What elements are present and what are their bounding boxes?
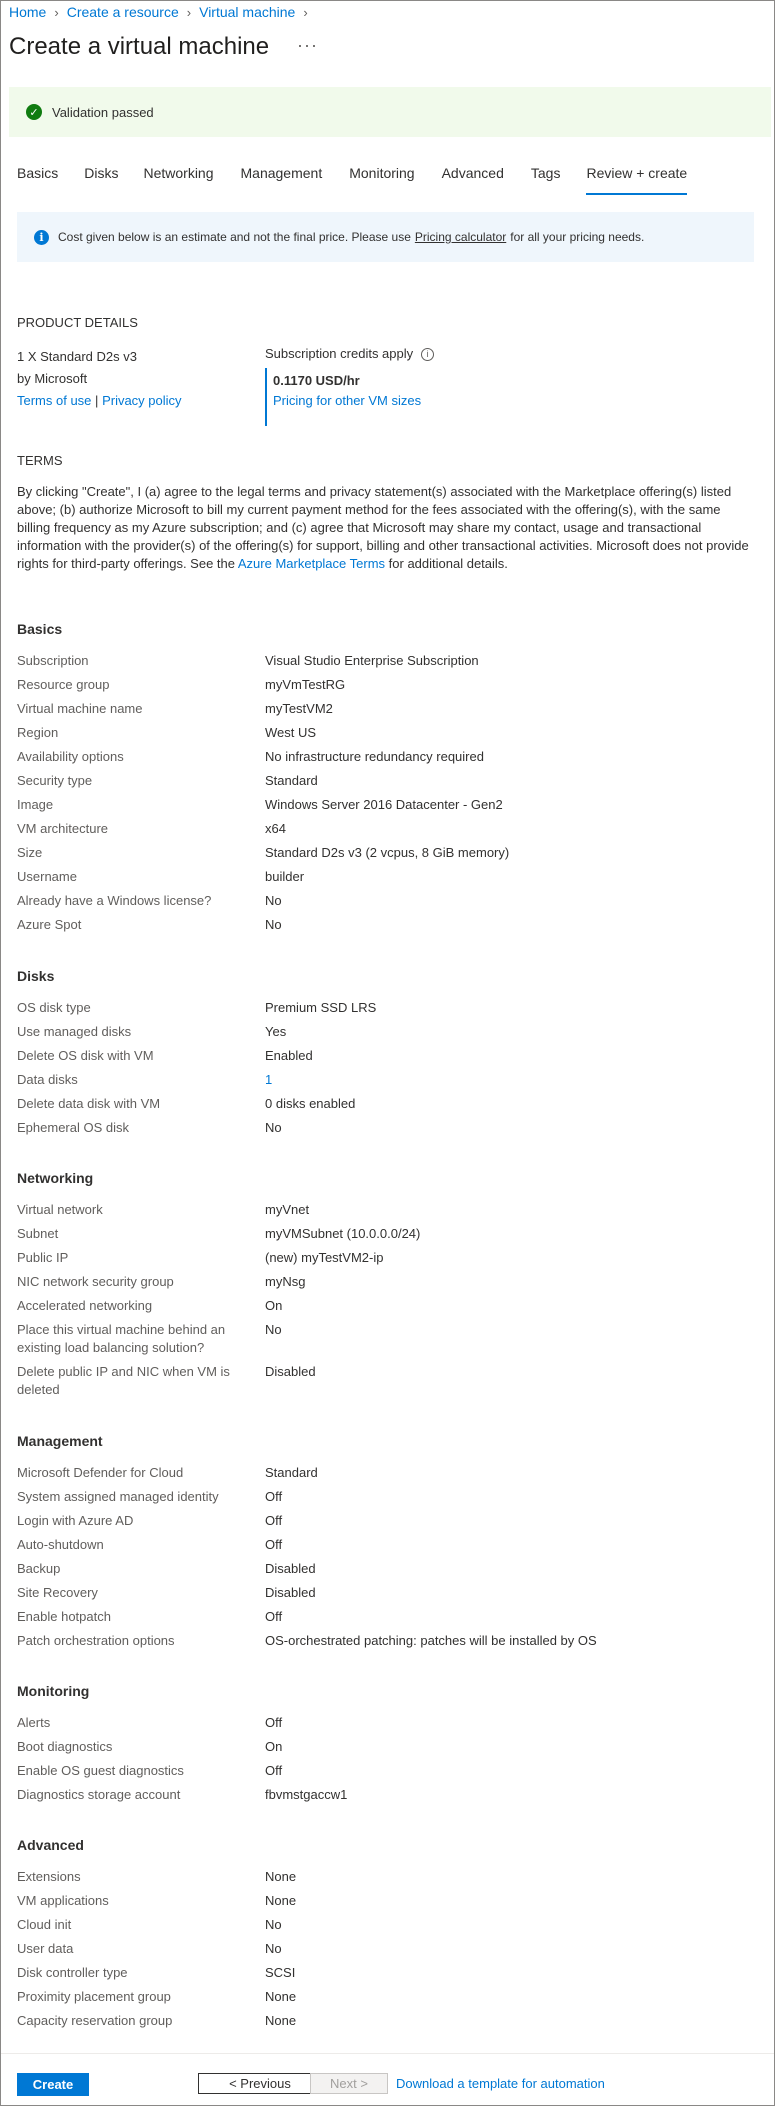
summary-value: Off — [265, 1715, 283, 1730]
summary-label: Backup — [17, 1561, 61, 1576]
pricing-block — [265, 346, 434, 408]
section-title-networking: Networking — [17, 1170, 94, 1186]
summary-value: No — [265, 917, 282, 932]
summary-value: x64 — [265, 821, 286, 836]
info-circle-icon[interactable]: i — [421, 348, 434, 361]
section-title-basics: Basics — [17, 621, 63, 637]
summary-label: Use managed disks — [17, 1024, 132, 1039]
summary-value: OS-orchestrated patching: patches will be installed by OS — [265, 1633, 597, 1648]
checkmark-icon: ✓ — [26, 104, 42, 120]
summary-label: Ephemeral OS disk — [17, 1120, 129, 1135]
tab-monitoring[interactable]: Monitoring — [349, 165, 415, 181]
privacy-policy-link[interactable]: Privacy policy — [102, 393, 182, 408]
summary-value: myTestVM2 — [265, 701, 333, 716]
summary-value: Off — [265, 1763, 283, 1778]
summary-label: Capacity reservation group — [17, 2013, 173, 2028]
terms-of-use-link[interactable]: Terms of use — [17, 393, 92, 408]
summary-label: Image — [17, 797, 54, 812]
previous-button[interactable]: < Previous — [198, 2073, 322, 2094]
chevron-right-icon: › — [54, 4, 59, 20]
summary-label: Resource group — [17, 677, 110, 692]
summary-label: Proximity placement group — [17, 1989, 171, 2004]
tab-basics[interactable]: Basics — [17, 165, 59, 181]
summary-label: Virtual network — [17, 1202, 103, 1217]
page-title: Create a virtual machine — [9, 33, 270, 60]
pricing-calculator-link[interactable]: Pricing calculator — [414, 230, 507, 244]
summary-value: Off — [265, 1609, 283, 1624]
validation-text: Validation passed — [52, 104, 154, 120]
breadcrumb-virtual-machine[interactable]: Virtual machine — [199, 4, 296, 20]
summary-label: Diagnostics storage account — [17, 1787, 181, 1802]
summary-label: Disk controller type — [17, 1965, 128, 1980]
section-title-advanced: Advanced — [17, 1837, 84, 1853]
summary-value: On — [265, 1739, 283, 1754]
summary-value: Visual Studio Enterprise Subscription — [265, 653, 479, 668]
summary-value: myVnet — [265, 1202, 310, 1217]
download-template-link[interactable]: Download a template for automation — [396, 2076, 605, 2091]
summary-value: Off — [265, 1513, 283, 1528]
summary-value: fbvmstgaccw1 — [265, 1787, 348, 1802]
product-details-heading: PRODUCT DETAILS — [17, 315, 138, 330]
chevron-right-icon: › — [186, 4, 192, 20]
chevron-right-icon: › — [303, 4, 308, 20]
summary-value: Standard D2s v3 (2 vcpus, 8 GiB memory) — [265, 845, 510, 860]
summary-value: No — [265, 1322, 282, 1337]
tab-disks[interactable]: Disks — [84, 165, 119, 181]
info-text-after: for all your pricing needs. — [510, 230, 645, 244]
summary-label: Delete data disk with VM — [17, 1096, 161, 1111]
summary-label: Security type — [17, 773, 93, 788]
summary-label: Enable hotpatch — [17, 1609, 111, 1624]
summary-value: Windows Server 2016 Datacenter - Gen2 — [265, 797, 503, 812]
breadcrumb-home[interactable]: Home — [9, 4, 47, 20]
breadcrumb-create-resource[interactable]: Create a resource — [66, 4, 179, 20]
summary-label: Cloud init — [17, 1917, 72, 1932]
summary-label: Login with Azure AD — [17, 1513, 134, 1528]
summary-label: Patch orchestration options — [17, 1633, 175, 1648]
summary-label: Auto-shutdown — [17, 1537, 104, 1552]
summary-value: No — [265, 1941, 282, 1956]
summary-label: VM applications — [17, 1893, 109, 1908]
terms-tail: for additional details. — [388, 556, 508, 571]
summary-label: OS disk type — [17, 1000, 91, 1015]
info-text: Cost given below is an estimate and not the final price. Please use — [58, 230, 411, 244]
more-options-icon[interactable]: ··· — [297, 35, 318, 55]
section-title-management: Management — [17, 1433, 103, 1449]
price-value: 0.1170 USD/hr — [273, 373, 360, 388]
tab-advanced[interactable]: Advanced — [441, 165, 504, 181]
summary-value[interactable]: 1 — [265, 1072, 273, 1087]
section-title-monitoring: Monitoring — [17, 1683, 90, 1699]
summary-label: System assigned managed identity — [17, 1489, 219, 1504]
summary-value: Disabled — [265, 1585, 316, 1600]
summary-value: No — [265, 893, 282, 908]
summary-label: Size — [17, 845, 43, 860]
summary-value: None — [265, 2013, 297, 2028]
summary-label: Extensions — [17, 1869, 81, 1884]
summary-label: Delete OS disk with VM — [17, 1048, 154, 1063]
summary-label: Enable OS guest diagnostics — [17, 1763, 184, 1778]
breadcrumb — [9, 4, 316, 20]
summary-label: Microsoft Defender for Cloud — [17, 1465, 184, 1480]
info-icon: i — [34, 230, 49, 245]
summary-label: Alerts — [17, 1715, 51, 1730]
summary-label: Region — [17, 725, 59, 740]
tab-tags[interactable]: Tags — [530, 165, 561, 181]
summary-label: Accelerated networking — [17, 1298, 153, 1313]
summary-value: (new) myTestVM2-ip — [265, 1250, 384, 1265]
section-title-disks: Disks — [17, 968, 55, 984]
summary-value: Enabled — [265, 1048, 313, 1063]
summary-label: Subscription — [17, 653, 89, 668]
summary-label: Place this virtual machine behind an existing load balancing solution? — [17, 1322, 226, 1355]
other-vm-sizes-link[interactable]: Pricing for other VM sizes — [273, 393, 422, 408]
summary-label: Availability options — [17, 749, 124, 764]
tab-review-create[interactable]: Review + create — [586, 165, 687, 195]
footer-divider — [1, 2053, 774, 2054]
summary-value: myVmTestRG — [265, 677, 346, 692]
summary-label: Azure Spot — [17, 917, 82, 932]
summary-value: SCSI — [265, 1965, 296, 1980]
tab-bar — [17, 165, 687, 195]
summary-value: Off — [265, 1489, 283, 1504]
summary-value: West US — [265, 725, 317, 740]
summary-label: Username — [17, 869, 77, 884]
summary-value: Standard — [265, 1465, 318, 1480]
terms-body: By clicking "Create", I (a) agree to the legal terms and privacy statement(s) associated with the Marketplace offering(s) listed above; (b) authorize Microsoft to bill my current payment method for the fees associated with the offering(s), with the same billing frequency as my Azure subscription; and (c) agree that Microsoft may share my contact, usage and transactional information with the provider(s) of the offering(s) for support, billing and other transactional activities. Microsoft does not provide rights for third-party offerings. See the — [17, 484, 749, 571]
summary-value: None — [265, 1989, 297, 2004]
summary-value: Off — [265, 1537, 283, 1552]
price-accent-bar — [265, 368, 267, 426]
tab-networking[interactable]: Networking — [143, 165, 214, 181]
summary-label: VM architecture — [17, 821, 109, 836]
summary-value: On — [265, 1298, 283, 1313]
summary-value: Standard — [265, 773, 318, 788]
summary-label: Public IP — [17, 1250, 69, 1265]
terms-text — [17, 483, 749, 573]
summary-value: myVMSubnet (10.0.0.0/24) — [265, 1226, 421, 1241]
summary-value: No infrastructure redundancy required — [265, 749, 484, 764]
tab-management[interactable]: Management — [240, 165, 323, 181]
summary-label: NIC network security group — [17, 1274, 174, 1289]
validation-banner — [9, 87, 771, 137]
summary-value: builder — [265, 869, 305, 884]
summary-label: User data — [17, 1941, 74, 1956]
summary-label: Already have a Windows license? — [17, 893, 212, 908]
summary-label: Data disks — [17, 1072, 78, 1087]
summary-value: 0 disks enabled — [265, 1096, 356, 1111]
summary-label: Boot diagnostics — [17, 1739, 113, 1754]
next-button[interactable]: Next > — [310, 2073, 388, 2094]
product-name: 1 X Standard D2s v3 — [17, 349, 137, 364]
summary-value: No — [265, 1120, 282, 1135]
create-button[interactable]: Create — [17, 2073, 89, 2096]
marketplace-terms-link[interactable]: Azure Marketplace Terms — [237, 556, 386, 571]
credits-text: Subscription credits apply — [265, 346, 414, 361]
summary-value: None — [265, 1869, 297, 1884]
summary-value: Disabled — [265, 1364, 316, 1379]
summary-label: Delete public IP and NIC when VM is deleted — [17, 1364, 230, 1397]
product-publisher: by Microsoft — [17, 371, 88, 386]
summary-label: Site Recovery — [17, 1585, 98, 1600]
summary-label: Virtual machine name — [17, 701, 143, 716]
summary-value: Premium SSD LRS — [265, 1000, 377, 1015]
summary-value: No — [265, 1917, 282, 1932]
summary-value: Disabled — [265, 1561, 316, 1576]
pricing-info-banner — [17, 212, 754, 262]
summary-value: Yes — [265, 1024, 287, 1039]
summary-value: myNsg — [265, 1274, 306, 1289]
product-info — [17, 346, 182, 412]
summary-label: Subnet — [17, 1226, 59, 1241]
terms-heading: TERMS — [17, 453, 63, 468]
summary-value: None — [265, 1893, 297, 1908]
link-divider: | — [95, 393, 99, 408]
